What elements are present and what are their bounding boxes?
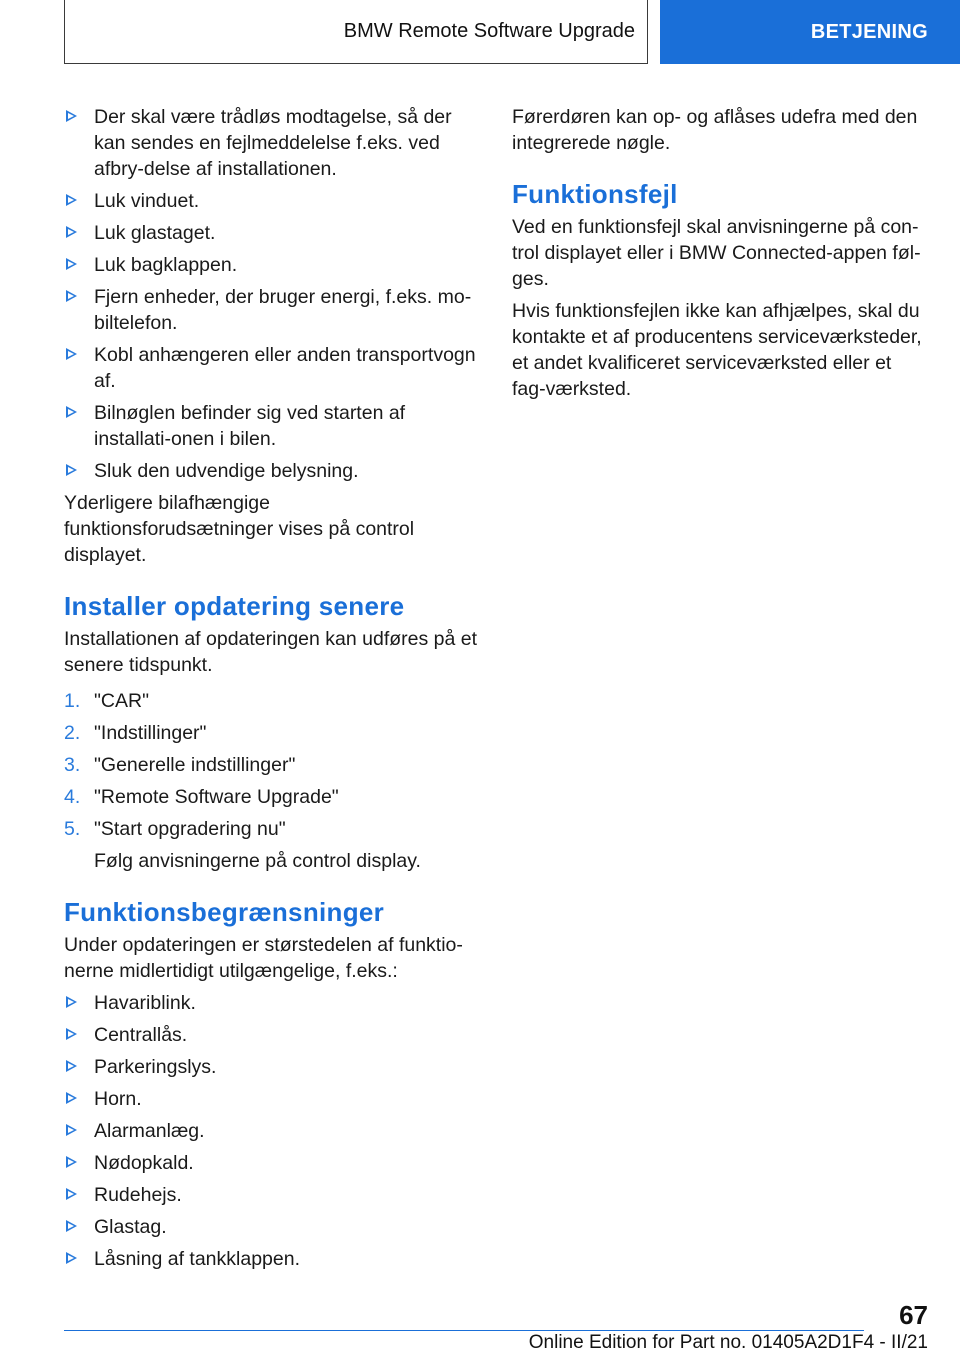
list-item: Bilnøglen befinder sig ved starten af installati-onen i bilen. (64, 400, 480, 452)
section-header (64, 0, 648, 64)
triangle-bullet-icon (66, 996, 77, 1008)
step-number: 5. (64, 818, 81, 840)
right-column (512, 104, 924, 408)
list-item: Havariblink. (64, 990, 480, 1016)
step-item: 4. "Remote Software Upgrade" (64, 786, 339, 808)
triangle-bullet-icon (66, 258, 77, 270)
prerequisites-list (64, 104, 480, 484)
install-later-text: Installationen af opdateringen kan udføres på et senere tidspunkt. (64, 628, 478, 676)
step-number: 2. (64, 722, 81, 744)
step-number: 4. (64, 786, 81, 808)
unavailable-functions-list (64, 990, 480, 1272)
list-item: Centrallås. (64, 1022, 480, 1048)
list-item: Luk vinduet. (64, 188, 480, 214)
triangle-bullet-icon (66, 1028, 77, 1040)
install-steps-list (64, 688, 480, 842)
function-limits-text: Under opdateringen er størstedelen af funktio-nerne midlertidigt utilgængelige, f.eks.: (64, 934, 463, 982)
malfunction-text-1: Ved en funktionsfejl skal anvisningerne på con-trol displayet eller i BMW Connected-appen føl-ges. (512, 216, 921, 290)
heading-install-later: Installer opdatering senere (64, 591, 405, 621)
step-item: 5. "Start opgradering nu" (64, 818, 286, 840)
triangle-bullet-icon (66, 406, 77, 418)
malfunction-text-2: Hvis funktionsfejlen ikke kan afhjælpes, skal du kontakte et af producentens serviceværksteder, et andet kvalificeret serviceværksted eller et fag-værksted. (512, 300, 922, 400)
step-item: 3. "Generelle indstillinger" (64, 754, 296, 776)
triangle-bullet-icon (66, 226, 77, 238)
chapter-tab[interactable] (660, 0, 960, 64)
triangle-bullet-icon (66, 1092, 77, 1104)
list-item: Alarmanlæg. (64, 1118, 480, 1144)
triangle-bullet-icon (66, 1156, 77, 1168)
list-item: Der skal være trådløs modtagelse, så der kan sendes en fejlmeddelelse f.eks. ved afbry-delse af installationen. (64, 104, 480, 182)
step-item: 2. "Indstillinger" (64, 722, 207, 744)
list-item: Horn. (64, 1086, 480, 1112)
list-item: Luk bagklappen. (64, 252, 480, 278)
list-item: Luk glastaget. (64, 220, 480, 246)
chapter-title: BETJENING (810, 20, 928, 43)
triangle-bullet-icon (66, 1060, 77, 1072)
triangle-bullet-icon (66, 1220, 77, 1232)
triangle-bullet-icon (66, 110, 77, 122)
list-item: Sluk den udvendige belysning. (64, 458, 480, 484)
list-item: Kobl anhængeren eller anden transportvogn af. (64, 342, 480, 394)
left-column (64, 104, 480, 1278)
section-title: BMW Remote Software Upgrade (343, 20, 635, 42)
list-item: Låsning af tankklappen. (64, 1246, 480, 1272)
triangle-bullet-icon (66, 1188, 77, 1200)
triangle-bullet-icon (66, 348, 77, 360)
step-item: 1. "CAR" (64, 690, 150, 712)
list-item: Fjern enheder, der bruger energi, f.eks. mo-biltelefon. (64, 284, 480, 336)
step-number: 1. (64, 690, 81, 712)
list-item: Nødopkald. (64, 1150, 480, 1176)
page-number: 67 (899, 1300, 928, 1330)
list-item: Parkeringslys. (64, 1054, 480, 1080)
triangle-bullet-icon (66, 290, 77, 302)
list-item: Glastag. (64, 1214, 480, 1240)
step-number: 3. (64, 754, 81, 776)
triangle-bullet-icon (66, 1124, 77, 1136)
heading-function-limits: Funktionsbegrænsninger (64, 897, 385, 927)
footer-edition: Online Edition for Part no. 01405A2D1F4 - II/21 (528, 1332, 928, 1353)
driver-door-text: Førerdøren kan op- og aflåses udefra med den integrerede nøgle. (512, 106, 918, 154)
triangle-bullet-icon (66, 464, 77, 476)
step-note: Følg anvisningerne på control display. (94, 850, 421, 872)
footer-divider (64, 1330, 864, 1331)
list-item: Rudehejs. (64, 1182, 480, 1208)
additional-prerequisites-text: Yderligere bilafhængige funktionsforudsætninger vises på control displayet. (64, 492, 415, 566)
triangle-bullet-icon (66, 194, 77, 206)
heading-malfunction: Funktionsfejl (512, 179, 678, 209)
triangle-bullet-icon (66, 1252, 77, 1264)
